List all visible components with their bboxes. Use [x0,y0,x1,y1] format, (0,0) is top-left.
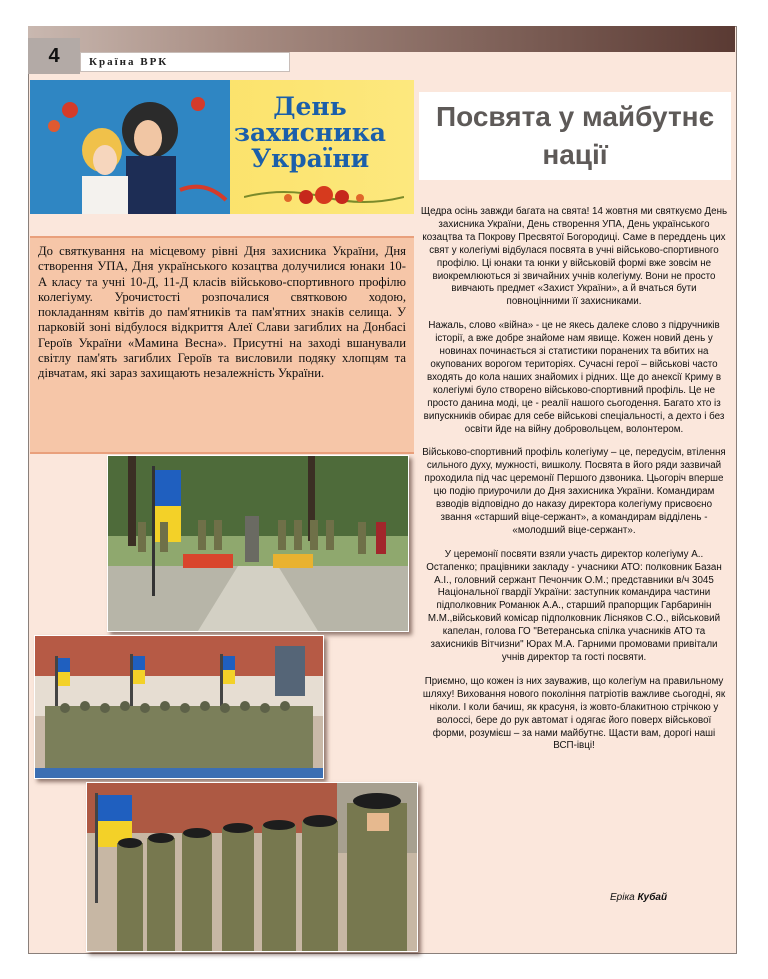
section-label-box [80,52,290,72]
memorial-ceremony-photo [107,455,409,632]
defender-day-banner [30,80,414,214]
article-body [420,206,728,764]
section-label: Країна ВРК [89,56,169,68]
banner-title-line2: захисника [234,118,386,147]
cossack-couple-illustration [30,80,230,214]
article-paragraph: У церемонії посвяти взяли участь директор колегіуму А.. Остапенко; працівники закладу - учасники АТО: полковник Базан А.І., головний сержант Печончик О.М.; представники в/ч 3045 Національної гвардії України: заступник командира частини підполковник Романюк А.А., старший прапорщик Гарбаринін М.М.,військовий комісар підполковник Лісняков С.О., військовий капелан, голова ГО "Ветеранська спілка учасників АТО та захисників Вітчизни" Юрах М.А. Гарними промовами привітали учнів директор та гості посвяти. [426,548,722,663]
page-number: 4 [48,44,60,67]
flower-ornament [244,184,404,210]
banner-title-line3: України [250,144,370,173]
article-title: Посвята у майбутнє нації [435,101,715,170]
author-signature [610,892,667,903]
top-decor-bar [28,26,735,52]
banner-title-line1: День [273,92,347,121]
article-paragraph: Щедра осінь завжди багата на свята! 14 жовтня ми святкуємо День захисника України, День створення УПА, День українського козацтва та Покрову Пресвятої Богородиці. Саме в переддень цих свят у колегіумі відбулася посвята в учні військово-спортивного профілю. Ці юнаки та юнки у військовій формі вже зовсім не виокремлюються зі звичайних учнів колегіуму. Вони не просто вивчають предмет «Захист України», а й вчаться бути повноцінними її захисниками. [420,206,728,308]
article-paragraph: Приємно, що кожен із них зауважив, що колегіум на правильному шляху! Виховання нового покоління патріотів важливе сьогодні, як ніколи. І коли бачиш, як красуня, із жовто-блакитною стрічкою у волоссі, бере до рук автомат і одягає його поверх військової форми, розумієш – за нами майбутнє. Щасти вам, дорогі наші ВСП-івці! [422,675,726,752]
cadets-photo-graphic [87,783,417,951]
article-paragraph: Військово-спортивний профіль колегіуму – це, передусім, втілення сильного духу, мужності, вишколу. Посвята в його ряди зазвичай проходила під час церемонії Першого дзвоника. Цьогоріч вперше цю подію приурочили до Дня захисника України. Командирам взводів відповідно до наказу директора колегіуму присвоєно звання «старший віце-сержант», а командирам відділень - «молодший віце-сержант». [422,447,726,536]
intro-paragraph: До святкування на місцевому рівні Дня захисника України, Дня створення УПА, Дня українського козацтва долучилися юнаки 10-А класу та учні 10-Д, 11-Д класів військово-спортивного профілю колегіуму. Урочистості розпочалися святковою ходою, покладанням квітів до пам'ятників та пам'ятних знаків селища. У парковій зоні відбулося відкриття Алеї Слави загиблих на Донбасі Героїв України «Мамина Весна». Присутні на заході вшанували світлу пам'ять загиблих Героїв та висловили подяку хлопцям та дівчатам, які зараз захищають незалежність України. [38,244,406,381]
page-number-box [28,38,80,74]
group-photo [34,635,324,779]
cadets-in-uniform-photo [86,782,418,952]
intro-text-box [30,236,414,454]
memorial-photo-graphic [108,456,408,631]
group-photo-graphic [35,636,323,778]
author-last-name: Кубай [637,892,668,903]
author-first-name: Еріка [610,892,635,903]
article-paragraph: Нажаль, слово «війна» - це не якесь далеке слово з підручників історії, а вже добре знайоме нам явище. Кожен новий день у новинах починається зі статистики поранених та вбитих на окупованих ворогом територіях. Сучасні герої – військові часто входять до кола наших знайомих і рідних. Ще до анексії Криму в колегіумі було створено військово-спортивний профіль. Це не просто данина моді, це - реалії нашого сьогодення. Багато хто із випускників обирає для себе військові спеціальності, а дехто і без освіти йде на війну добровольцем, волонтером. [423,320,725,435]
banner-title [210,94,410,172]
